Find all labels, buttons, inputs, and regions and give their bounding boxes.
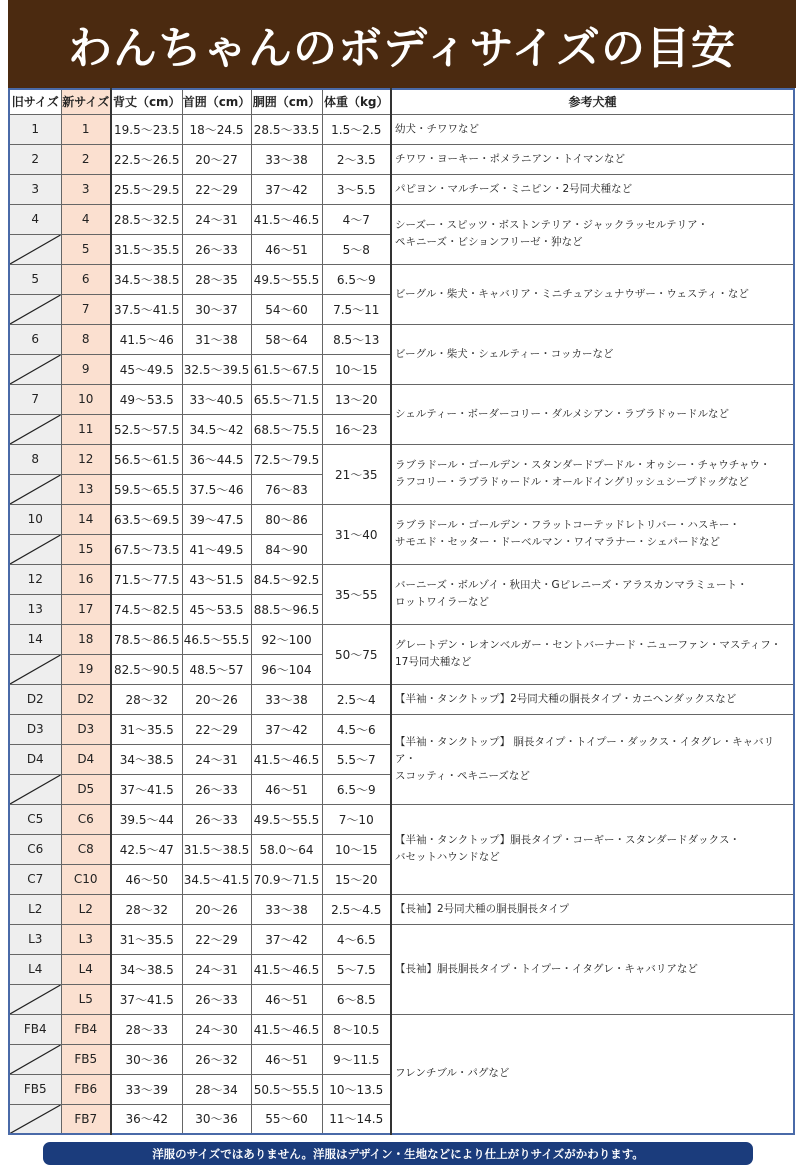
table-row bbox=[9, 624, 794, 654]
cell-new-size: 12 bbox=[61, 444, 111, 474]
cell-old-size: 5 bbox=[9, 264, 61, 294]
cell-weight: 15～20 bbox=[322, 864, 391, 894]
cell-new-size: 13 bbox=[61, 474, 111, 504]
cell-back-length: 34～38.5 bbox=[111, 954, 182, 984]
cell-back-length: 30～36 bbox=[111, 1044, 182, 1074]
cell-chest: 46～51 bbox=[251, 234, 322, 264]
cell-new-size: L3 bbox=[61, 924, 111, 954]
cell-back-length: 52.5～57.5 bbox=[111, 414, 182, 444]
cell-weight: 5～7.5 bbox=[322, 954, 391, 984]
cell-new-size: L2 bbox=[61, 894, 111, 924]
cell-old-size: L3 bbox=[9, 924, 61, 954]
header-new-size: 新サイズ bbox=[61, 89, 111, 114]
header-old-size: 旧サイズ bbox=[9, 89, 61, 114]
cell-old-size bbox=[9, 474, 61, 504]
cell-neck: 20～26 bbox=[182, 894, 251, 924]
cell-new-size: D4 bbox=[61, 744, 111, 774]
cell-new-size: 18 bbox=[61, 624, 111, 654]
cell-new-size: FB6 bbox=[61, 1074, 111, 1104]
cell-old-size bbox=[9, 294, 61, 324]
cell-chest: 46～51 bbox=[251, 774, 322, 804]
cell-chest: 54～60 bbox=[251, 294, 322, 324]
table-row bbox=[9, 894, 794, 924]
cell-neck: 28～34 bbox=[182, 1074, 251, 1104]
cell-breeds: フレンチブル・パグなど bbox=[391, 1014, 794, 1134]
cell-new-size: 7 bbox=[61, 294, 111, 324]
cell-chest: 33～38 bbox=[251, 894, 322, 924]
diagonal-slash bbox=[10, 235, 61, 264]
cell-chest: 88.5～96.5 bbox=[251, 594, 322, 624]
cell-old-size bbox=[9, 234, 61, 264]
cell-weight: 11～14.5 bbox=[322, 1104, 391, 1134]
cell-back-length: 37.5～41.5 bbox=[111, 294, 182, 324]
table-row bbox=[9, 924, 794, 954]
cell-neck: 41～49.5 bbox=[182, 534, 251, 564]
cell-old-size: 2 bbox=[9, 144, 61, 174]
cell-old-size: L4 bbox=[9, 954, 61, 984]
cell-back-length: 37～41.5 bbox=[111, 984, 182, 1014]
cell-chest: 49.5～55.5 bbox=[251, 804, 322, 834]
cell-back-length: 28～32 bbox=[111, 684, 182, 714]
cell-back-length: 34～38.5 bbox=[111, 744, 182, 774]
cell-back-length: 31～35.5 bbox=[111, 714, 182, 744]
cell-neck: 26～33 bbox=[182, 804, 251, 834]
cell-old-size: 3 bbox=[9, 174, 61, 204]
cell-chest: 68.5～75.5 bbox=[251, 414, 322, 444]
cell-weight: 4～6.5 bbox=[322, 924, 391, 954]
cell-back-length: 39.5～44 bbox=[111, 804, 182, 834]
cell-back-length: 31.5～35.5 bbox=[111, 234, 182, 264]
header-neck: 首囲（cm） bbox=[182, 89, 251, 114]
cell-old-size: D2 bbox=[9, 684, 61, 714]
cell-old-size: C6 bbox=[9, 834, 61, 864]
cell-back-length: 34.5～38.5 bbox=[111, 264, 182, 294]
cell-neck: 36～44.5 bbox=[182, 444, 251, 474]
cell-back-length: 63.5～69.5 bbox=[111, 504, 182, 534]
table-row bbox=[9, 204, 794, 234]
cell-old-size: 1 bbox=[9, 114, 61, 144]
diagonal-slash bbox=[10, 415, 61, 444]
diagonal-slash bbox=[10, 355, 61, 384]
table-row bbox=[9, 384, 794, 414]
cell-back-length: 49～53.5 bbox=[111, 384, 182, 414]
cell-new-size: D5 bbox=[61, 774, 111, 804]
cell-weight: 13～20 bbox=[322, 384, 391, 414]
diagonal-slash bbox=[10, 655, 61, 684]
cell-new-size: L4 bbox=[61, 954, 111, 984]
cell-old-size: 6 bbox=[9, 324, 61, 354]
cell-new-size: 10 bbox=[61, 384, 111, 414]
cell-weight: 8.5～13 bbox=[322, 324, 391, 354]
cell-back-length: 28～33 bbox=[111, 1014, 182, 1044]
cell-new-size: D3 bbox=[61, 714, 111, 744]
cell-weight: 1.5～2.5 bbox=[322, 114, 391, 144]
cell-old-size: 10 bbox=[9, 504, 61, 534]
cell-back-length: 33～39 bbox=[111, 1074, 182, 1104]
table-row bbox=[9, 324, 794, 354]
cell-old-size: 8 bbox=[9, 444, 61, 474]
cell-weight: 9～11.5 bbox=[322, 1044, 391, 1074]
cell-new-size: FB4 bbox=[61, 1014, 111, 1044]
cell-weight: 31～40 bbox=[322, 504, 391, 564]
cell-weight: 35～55 bbox=[322, 564, 391, 624]
cell-breeds: 幼犬・チワワなど bbox=[391, 114, 794, 144]
cell-back-length: 82.5～90.5 bbox=[111, 654, 182, 684]
cell-neck: 26～33 bbox=[182, 984, 251, 1014]
cell-neck: 45～53.5 bbox=[182, 594, 251, 624]
footer-note: 洋服のサイズではありません。洋服はデザイン・生地などにより仕上がりサイズがかわります。 bbox=[43, 1142, 753, 1165]
cell-neck: 18～24.5 bbox=[182, 114, 251, 144]
header-breeds: 参考犬種 bbox=[391, 89, 794, 114]
cell-old-size bbox=[9, 354, 61, 384]
header-chest: 胴囲（cm） bbox=[251, 89, 322, 114]
cell-weight: 2.5～4 bbox=[322, 684, 391, 714]
diagonal-slash bbox=[10, 535, 61, 564]
cell-neck: 30～36 bbox=[182, 1104, 251, 1134]
cell-chest: 92～100 bbox=[251, 624, 322, 654]
cell-chest: 76～83 bbox=[251, 474, 322, 504]
cell-new-size: C8 bbox=[61, 834, 111, 864]
size-table bbox=[8, 88, 795, 1135]
cell-weight: 10～15 bbox=[322, 834, 391, 864]
cell-new-size: FB7 bbox=[61, 1104, 111, 1134]
cell-back-length: 78.5～86.5 bbox=[111, 624, 182, 654]
cell-old-size: D4 bbox=[9, 744, 61, 774]
cell-back-length: 19.5～23.5 bbox=[111, 114, 182, 144]
cell-neck: 34.5～42 bbox=[182, 414, 251, 444]
cell-chest: 41.5～46.5 bbox=[251, 954, 322, 984]
cell-back-length: 45～49.5 bbox=[111, 354, 182, 384]
cell-chest: 65.5～71.5 bbox=[251, 384, 322, 414]
cell-chest: 84.5～92.5 bbox=[251, 564, 322, 594]
cell-chest: 96～104 bbox=[251, 654, 322, 684]
cell-weight: 5.5～7 bbox=[322, 744, 391, 774]
cell-neck: 33～40.5 bbox=[182, 384, 251, 414]
cell-neck: 24～31 bbox=[182, 744, 251, 774]
cell-weight: 16～23 bbox=[322, 414, 391, 444]
cell-breeds: 【半袖・タンクトップ】胴長タイプ・コーギー・スタンダードダックス・ バセットハウンドなど bbox=[391, 804, 794, 894]
cell-chest: 28.5～33.5 bbox=[251, 114, 322, 144]
cell-new-size: D2 bbox=[61, 684, 111, 714]
cell-chest: 58～64 bbox=[251, 324, 322, 354]
cell-neck: 20～27 bbox=[182, 144, 251, 174]
cell-weight: 50～75 bbox=[322, 624, 391, 684]
table-row bbox=[9, 564, 794, 594]
cell-weight: 5～8 bbox=[322, 234, 391, 264]
diagonal-slash bbox=[10, 775, 61, 804]
cell-back-length: 56.5～61.5 bbox=[111, 444, 182, 474]
cell-old-size: FB5 bbox=[9, 1074, 61, 1104]
cell-breeds: パピヨン・マルチーズ・ミニピン・2号同犬種など bbox=[391, 174, 794, 204]
cell-chest: 33～38 bbox=[251, 144, 322, 174]
cell-chest: 50.5～55.5 bbox=[251, 1074, 322, 1104]
cell-new-size: 14 bbox=[61, 504, 111, 534]
cell-neck: 24～30 bbox=[182, 1014, 251, 1044]
cell-old-size bbox=[9, 984, 61, 1014]
cell-back-length: 36～42 bbox=[111, 1104, 182, 1134]
table-row bbox=[9, 714, 794, 744]
cell-neck: 22～29 bbox=[182, 924, 251, 954]
table-row bbox=[9, 1014, 794, 1044]
cell-new-size: FB5 bbox=[61, 1044, 111, 1074]
cell-neck: 26～33 bbox=[182, 234, 251, 264]
cell-back-length: 28.5～32.5 bbox=[111, 204, 182, 234]
cell-chest: 41.5～46.5 bbox=[251, 1014, 322, 1044]
cell-new-size: C6 bbox=[61, 804, 111, 834]
cell-old-size: 14 bbox=[9, 624, 61, 654]
cell-neck: 26～32 bbox=[182, 1044, 251, 1074]
cell-new-size: 11 bbox=[61, 414, 111, 444]
diagonal-slash bbox=[10, 1045, 61, 1074]
cell-weight: 7.5～11 bbox=[322, 294, 391, 324]
table-row bbox=[9, 444, 794, 474]
diagonal-slash bbox=[10, 295, 61, 324]
cell-back-length: 67.5～73.5 bbox=[111, 534, 182, 564]
cell-neck: 28～35 bbox=[182, 264, 251, 294]
cell-back-length: 25.5～29.5 bbox=[111, 174, 182, 204]
cell-neck: 22～29 bbox=[182, 714, 251, 744]
header-weight: 体重（kg） bbox=[322, 89, 391, 114]
cell-back-length: 42.5～47 bbox=[111, 834, 182, 864]
cell-old-size: 4 bbox=[9, 204, 61, 234]
page-title: わんちゃんのボディサイズの目安 bbox=[8, 0, 796, 88]
cell-new-size: 17 bbox=[61, 594, 111, 624]
cell-breeds: シェルティー・ボーダーコリー・ダルメシアン・ラブラドゥードルなど bbox=[391, 384, 794, 444]
cell-new-size: 15 bbox=[61, 534, 111, 564]
cell-old-size: 13 bbox=[9, 594, 61, 624]
diagonal-slash bbox=[10, 1105, 61, 1134]
cell-old-size bbox=[9, 414, 61, 444]
cell-new-size: 3 bbox=[61, 174, 111, 204]
cell-breeds: シーズー・スピッツ・ボストンテリア・ジャックラッセルテリア・ ペキニーズ・ビションフリーゼ・狆など bbox=[391, 204, 794, 264]
cell-neck: 26～33 bbox=[182, 774, 251, 804]
cell-back-length: 59.5～65.5 bbox=[111, 474, 182, 504]
cell-new-size: 1 bbox=[61, 114, 111, 144]
cell-back-length: 22.5～26.5 bbox=[111, 144, 182, 174]
cell-breeds: 【長袖】2号同犬種の胴長胴長タイプ bbox=[391, 894, 794, 924]
table-row bbox=[9, 504, 794, 534]
cell-chest: 58.0～64 bbox=[251, 834, 322, 864]
cell-chest: 84～90 bbox=[251, 534, 322, 564]
cell-weight: 8～10.5 bbox=[322, 1014, 391, 1044]
cell-new-size: C10 bbox=[61, 864, 111, 894]
cell-new-size: 8 bbox=[61, 324, 111, 354]
cell-chest: 46～51 bbox=[251, 984, 322, 1014]
cell-weight: 6.5～9 bbox=[322, 774, 391, 804]
cell-neck: 24～31 bbox=[182, 954, 251, 984]
cell-neck: 43～51.5 bbox=[182, 564, 251, 594]
cell-weight: 10～13.5 bbox=[322, 1074, 391, 1104]
table-row bbox=[9, 144, 794, 174]
cell-chest: 46～51 bbox=[251, 1044, 322, 1074]
cell-neck: 32.5～39.5 bbox=[182, 354, 251, 384]
cell-chest: 37～42 bbox=[251, 714, 322, 744]
cell-back-length: 74.5～82.5 bbox=[111, 594, 182, 624]
cell-old-size bbox=[9, 534, 61, 564]
cell-new-size: 19 bbox=[61, 654, 111, 684]
cell-back-length: 28～32 bbox=[111, 894, 182, 924]
diagonal-slash bbox=[10, 985, 61, 1014]
cell-weight: 6～8.5 bbox=[322, 984, 391, 1014]
cell-old-size: FB4 bbox=[9, 1014, 61, 1044]
cell-old-size: 7 bbox=[9, 384, 61, 414]
table-row bbox=[9, 684, 794, 714]
cell-old-size: C5 bbox=[9, 804, 61, 834]
cell-back-length: 46～50 bbox=[111, 864, 182, 894]
cell-old-size bbox=[9, 774, 61, 804]
table-row bbox=[9, 804, 794, 834]
cell-chest: 72.5～79.5 bbox=[251, 444, 322, 474]
cell-weight: 2.5～4.5 bbox=[322, 894, 391, 924]
cell-neck: 24～31 bbox=[182, 204, 251, 234]
cell-back-length: 71.5～77.5 bbox=[111, 564, 182, 594]
cell-new-size: 5 bbox=[61, 234, 111, 264]
cell-old-size bbox=[9, 1044, 61, 1074]
cell-breeds: ラブラドール・ゴールデン・スタンダードプードル・オゥシー・チャウチャウ・ ラフコリー・ラブラドゥードル・オールドイングリッシュシープドッグなど bbox=[391, 444, 794, 504]
cell-neck: 31.5～38.5 bbox=[182, 834, 251, 864]
cell-weight: 2～3.5 bbox=[322, 144, 391, 174]
cell-new-size: L5 bbox=[61, 984, 111, 1014]
cell-back-length: 31～35.5 bbox=[111, 924, 182, 954]
cell-old-size: D3 bbox=[9, 714, 61, 744]
cell-breeds: 【長袖】胴長胴長タイプ・トイプー・イタグレ・キャバリアなど bbox=[391, 924, 794, 1014]
cell-neck: 48.5～57 bbox=[182, 654, 251, 684]
cell-new-size: 16 bbox=[61, 564, 111, 594]
cell-chest: 41.5～46.5 bbox=[251, 744, 322, 774]
header-row bbox=[9, 89, 794, 114]
cell-chest: 55～60 bbox=[251, 1104, 322, 1134]
cell-weight: 7～10 bbox=[322, 804, 391, 834]
cell-breeds: バーニーズ・ボルゾイ・秋田犬・Gピレニーズ・アラスカンマラミュート・ ロットワイラーなど bbox=[391, 564, 794, 624]
cell-weight: 6.5～9 bbox=[322, 264, 391, 294]
cell-chest: 49.5～55.5 bbox=[251, 264, 322, 294]
cell-breeds: ラブラドール・ゴールデン・フラットコーテッドレトリバー・ハスキー・ サモエド・セッター・ドーベルマン・ワイマラナー・シェパードなど bbox=[391, 504, 794, 564]
cell-old-size bbox=[9, 1104, 61, 1134]
diagonal-slash bbox=[10, 475, 61, 504]
cell-breeds: 【半袖・タンクトップ】 胴長タイプ・トイプー・ダックス・イタグレ・キャバリア・ スコッティ・ペキニーズなど bbox=[391, 714, 794, 804]
cell-chest: 37～42 bbox=[251, 924, 322, 954]
cell-neck: 22～29 bbox=[182, 174, 251, 204]
cell-weight: 4～7 bbox=[322, 204, 391, 234]
cell-old-size: L2 bbox=[9, 894, 61, 924]
cell-old-size bbox=[9, 654, 61, 684]
cell-old-size: C7 bbox=[9, 864, 61, 894]
cell-weight: 3～5.5 bbox=[322, 174, 391, 204]
cell-weight: 21～35 bbox=[322, 444, 391, 504]
table-row bbox=[9, 264, 794, 294]
cell-breeds: ビーグル・柴犬・キャバリア・ミニチュアシュナウザー・ウェスティ・など bbox=[391, 264, 794, 324]
cell-weight: 10～15 bbox=[322, 354, 391, 384]
cell-neck: 39～47.5 bbox=[182, 504, 251, 534]
cell-old-size: 12 bbox=[9, 564, 61, 594]
cell-chest: 37～42 bbox=[251, 174, 322, 204]
cell-neck: 30～37 bbox=[182, 294, 251, 324]
cell-breeds: ビーグル・柴犬・シェルティー・コッカーなど bbox=[391, 324, 794, 384]
header-back-length: 背丈（cm） bbox=[111, 89, 182, 114]
cell-chest: 41.5～46.5 bbox=[251, 204, 322, 234]
cell-breeds: 【半袖・タンクトップ】2号同犬種の胴長タイプ・カニヘンダックスなど bbox=[391, 684, 794, 714]
cell-neck: 46.5～55.5 bbox=[182, 624, 251, 654]
table-row bbox=[9, 114, 794, 144]
cell-neck: 20～26 bbox=[182, 684, 251, 714]
table-row bbox=[9, 174, 794, 204]
cell-new-size: 2 bbox=[61, 144, 111, 174]
cell-neck: 37.5～46 bbox=[182, 474, 251, 504]
cell-chest: 33～38 bbox=[251, 684, 322, 714]
cell-breeds: グレートデン・レオンベルガー・セントバーナード・ニューファン・マスティフ・ 17号同犬種など bbox=[391, 624, 794, 684]
cell-back-length: 41.5～46 bbox=[111, 324, 182, 354]
cell-breeds: チワワ・ヨーキー・ポメラニアン・トイマンなど bbox=[391, 144, 794, 174]
cell-back-length: 37～41.5 bbox=[111, 774, 182, 804]
cell-new-size: 9 bbox=[61, 354, 111, 384]
cell-new-size: 4 bbox=[61, 204, 111, 234]
cell-neck: 34.5～41.5 bbox=[182, 864, 251, 894]
cell-weight: 4.5～6 bbox=[322, 714, 391, 744]
cell-new-size: 6 bbox=[61, 264, 111, 294]
cell-chest: 70.9～71.5 bbox=[251, 864, 322, 894]
cell-chest: 61.5～67.5 bbox=[251, 354, 322, 384]
cell-chest: 80～86 bbox=[251, 504, 322, 534]
cell-neck: 31～38 bbox=[182, 324, 251, 354]
